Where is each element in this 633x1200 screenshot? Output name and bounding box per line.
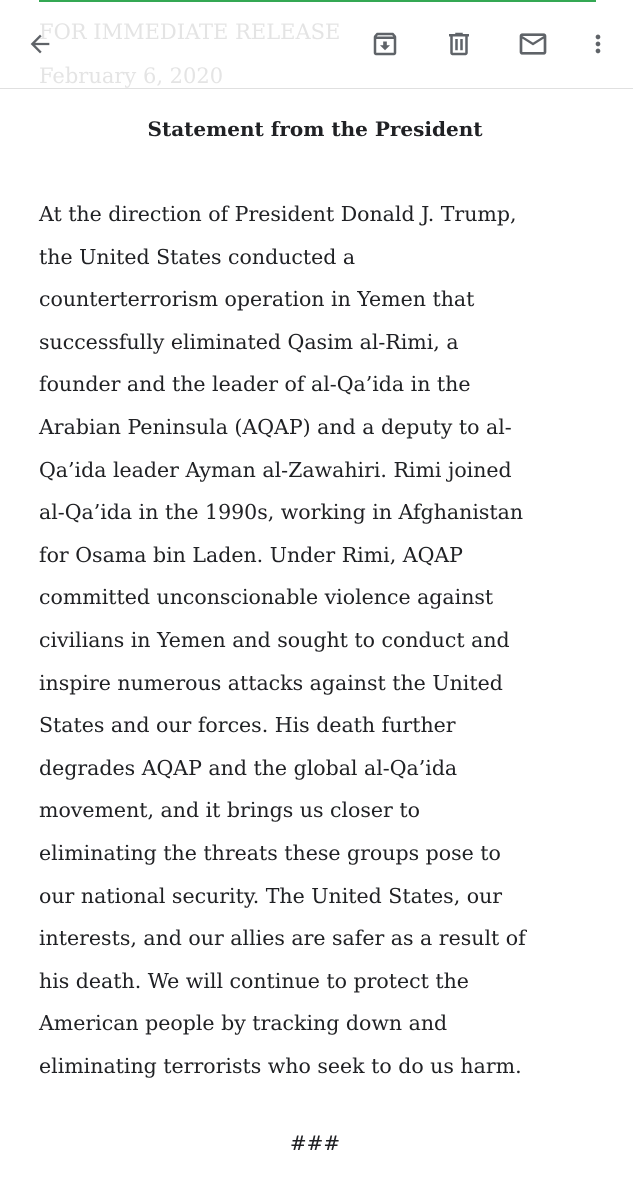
trash-icon [444, 29, 474, 59]
archive-icon [370, 29, 400, 59]
paragraph-line: successfully eliminated Qasim al-Rimi, a [39, 329, 459, 354]
end-of-release-mark: ### [289, 1131, 341, 1155]
delete-button[interactable] [437, 22, 481, 66]
paragraph-line: Arabian Peninsula (AQAP) and a deputy to al- [39, 414, 512, 439]
paragraph-line: for Osama bin Laden. Under Rimi, AQAP [39, 542, 463, 567]
archive-button[interactable] [363, 22, 407, 66]
release-label: FOR IMMEDIATE RELEASE [39, 20, 341, 44]
mail-icon [517, 28, 549, 60]
paragraph-line: interests, and our allies are safer as a result of [39, 926, 526, 951]
paragraph-line: eliminating terrorists who seek to do us harm. [39, 1053, 522, 1078]
mark-unread-button[interactable] [511, 22, 555, 66]
paragraph-line: inspire numerous attacks against the United [39, 670, 503, 695]
paragraph-line: States and our forces. His death further [39, 713, 456, 738]
app-bar [0, 0, 633, 89]
paragraph-line: the United States conducted a [39, 244, 356, 269]
statement-title: Statement from the President [147, 117, 483, 141]
release-date: February 6, 2020 [39, 64, 224, 88]
paragraph-line: Qa’ida leader Ayman al-Zawahiri. Rimi joined [39, 457, 512, 482]
paragraph-line: our national security. The United States, our [39, 883, 503, 908]
paragraph-line: al-Qa’ida in the 1990s, working in Afghanistan [39, 500, 524, 525]
paragraph-line: counterterrorism operation in Yemen that [39, 287, 475, 312]
paragraph-line: founder and the leader of al-Qa’ida in the [39, 372, 471, 397]
paragraph-line: At the direction of President Donald J. Trump, [39, 202, 517, 226]
more-vert-icon [584, 30, 612, 58]
more-options-button[interactable] [576, 22, 620, 66]
arrow-back-icon [26, 30, 54, 58]
paragraph-line: degrades AQAP and the global al-Qa’ida [39, 755, 458, 780]
paragraph-line: committed unconscionable violence against [39, 585, 494, 610]
back-button[interactable] [18, 22, 62, 66]
paragraph-line: movement, and it brings us closer to [39, 798, 420, 823]
paragraph-line: American people by tracking down and [39, 1011, 448, 1036]
message-body [39, 88, 599, 1155]
paragraph-line: civilians in Yemen and sought to conduct and [39, 627, 510, 652]
paragraph-line: eliminating the threats these groups pose to [39, 840, 501, 865]
statement-paragraph [39, 193, 599, 1087]
paragraph-line: his death. We will continue to protect the [39, 968, 469, 993]
